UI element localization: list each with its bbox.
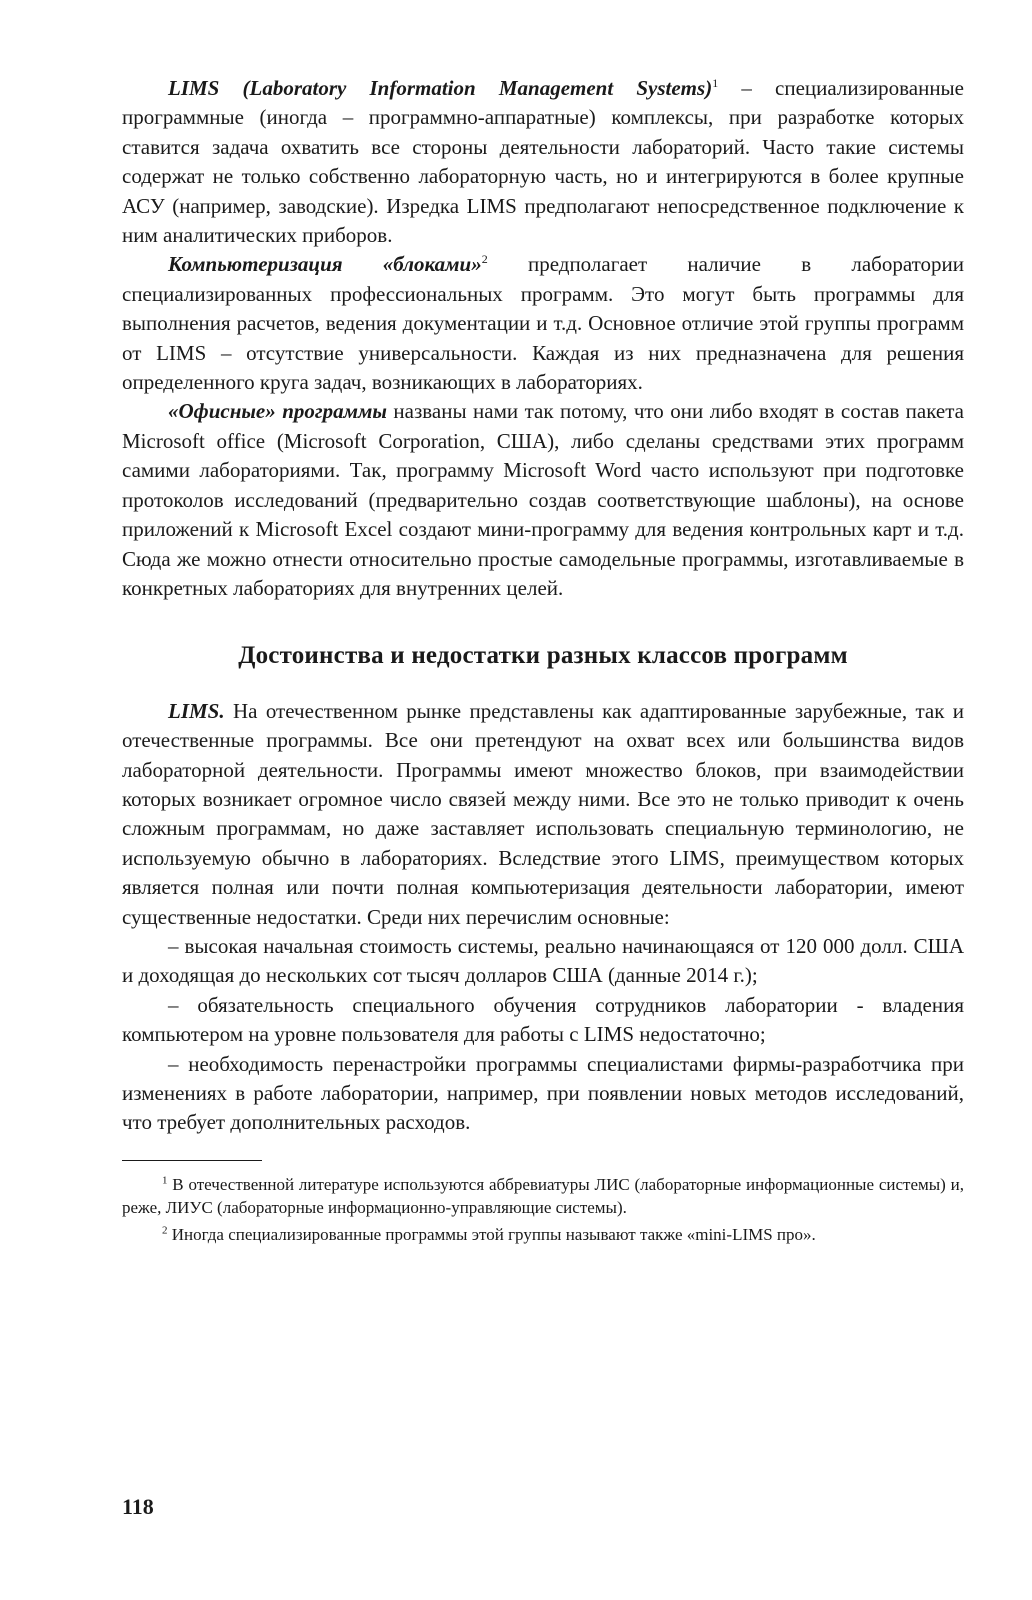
footnote-ref-2: 2	[481, 252, 488, 267]
footnote-divider	[122, 1160, 262, 1161]
term-blocks: Компьютеризация «блоками»	[168, 252, 482, 277]
page-number: 118	[122, 1494, 154, 1519]
paragraph-text: предполагает наличие в лаборатории специализированных профессиональных программ. Это могут быть программы для выполнения расчетов, ведения документации и т.д. Основное отличие этой группы программ от LIMS – отсутствие универсальности. Каждая из них предназначена для решения определенного круга задач, возникающих в лабораториях.	[122, 252, 964, 395]
page-body	[122, 74, 964, 1250]
list-item-cost: – высокая начальная стоимость системы, реально начинающаяся от 120 000 долл. США и доходящая до нескольких сот тысяч долларов США (данные 2014 г.);	[122, 933, 964, 988]
section-heading: Достоинства и недостатки разных классов программ	[238, 642, 848, 670]
term-office: «Офисные» программы	[168, 399, 387, 424]
term-lims-short: LIMS.	[168, 698, 225, 723]
footnote-2	[122, 1223, 964, 1246]
footnote-marker: 2	[162, 1224, 168, 1237]
list-item-reconfiguration: – необходимость перенастройки программы специалистами фирмы-разработчика при изменениях в работе лаборатории, например, при появлении новых методов исследований, что требует дополнительных расходов.	[122, 1051, 964, 1135]
paragraph-text: названы нами так потому, что они либо входят в состав пакета Microsoft office (Microsoft Corporation, США), либо сделаны средствами этих программ самими лабораториями. Так, программу Microsoft Word часто используют при подготовке протоколов исследований (предварительно создав соответствующие шаблоны), на основе приложений к Microsoft Excel создают мини-программу для ведения контрольных карт и т.д. Сюда же можно отнести относительно простые самодельные программы, изготавливаемые в конкретных лабораториях для внутренних целей.	[122, 399, 964, 600]
paragraph-lims-overview	[122, 697, 964, 932]
paragraph-office-programs	[122, 397, 964, 603]
list-item-training: – обязательность специального обучения сотрудников лаборатории - владения компьютером на уровне пользователя для работы с LIMS недостаточно;	[122, 992, 964, 1047]
footnote-text: Иногда специализированные программы этой группы называют также «mini-LIMS про».	[167, 1224, 816, 1244]
footnote-marker: 1	[162, 1174, 168, 1187]
paragraph-block-computerization	[122, 250, 964, 397]
term-lims: LIMS (Laboratory Information Management Systems)	[168, 76, 713, 100]
paragraph-lims-definition	[122, 74, 964, 250]
paragraph-text: – специализированные программные (иногда – программно-аппаратные) комплексы, при разработке которых ставится задача охватить все стороны деятельности лабораторий. Часто такие системы содержат не только собственно лабораторную часть, но и интегрируются в более крупные АСУ (например, заводские). Изредка LIMS предполагают непосредственное подключение к ним аналитических приборов.	[122, 76, 964, 248]
footnote-ref-1: 1	[712, 76, 719, 90]
paragraph-text: На отечественном рынке представлены как адаптированные зарубежные, так и отечественные программы. Все они претендуют на охват всех или большинства видов лабораторной деятельности. Программы имеют множество блоков, при взаимодействии которых возникает огромное число связей между ними. Все это не только приводит к очень сложным программам, но даже заставляет использовать специальную терминологию, не используемую обычно в лабораториях. Вследствие этого LIMS, преимуществом которых является полная или почти полная компьютеризация деятельности лаборатории, имеют существенные недостатки. Среди них перечислим основные:	[122, 698, 964, 929]
footnote-text: В отечественной литературе используются аббревиатуры ЛИС (лабораторные информационные системы) и, реже, ЛИУС (лабораторные информационно-управляющие системы).	[122, 1174, 964, 1217]
footnote-1	[122, 1173, 964, 1219]
